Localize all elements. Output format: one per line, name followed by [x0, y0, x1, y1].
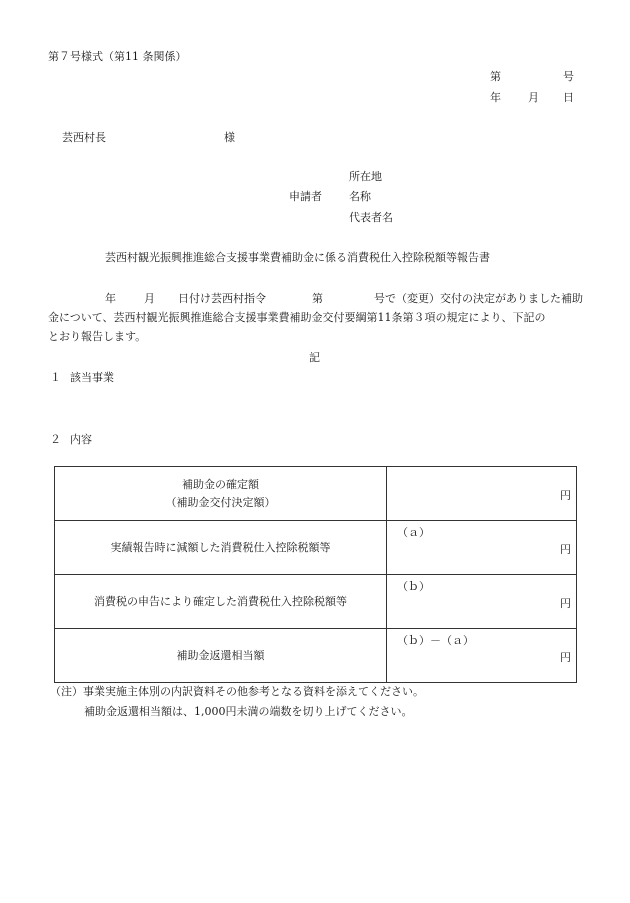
table-value-cell[interactable]: [387, 629, 577, 683]
section1-number: １: [50, 371, 61, 384]
body-year: 年: [105, 292, 116, 305]
body-dated: 日付け芸西村指令: [178, 292, 266, 305]
applicant-label: 申請者: [289, 190, 322, 203]
body-month: 月: [144, 292, 155, 305]
date-month: 月: [528, 91, 539, 104]
date-year: 年: [490, 91, 501, 104]
body-rest: 号で（変更）交付の決定がありました補助: [374, 292, 583, 305]
row-marker: （ｂ）－（ａ）: [397, 634, 474, 647]
yen-unit: 円: [560, 489, 571, 502]
applicant-name-label: 名称: [349, 190, 371, 203]
yen-unit: 円: [560, 597, 571, 610]
content-table: [54, 466, 577, 683]
row-marker: （ａ）: [397, 526, 430, 539]
table-label-cell: [55, 629, 387, 683]
body-no: 第: [312, 292, 323, 305]
yen-unit: 円: [560, 543, 571, 556]
addressee-name: 芸西村長: [62, 131, 106, 144]
body-line2: 金について、芸西村観光振興推進総合支援事業費補助金交付要綱第11条第３項の規定により、下記の: [48, 311, 546, 324]
row-label: 補助金返還相当額: [176, 648, 265, 662]
row-label: 実績報告時に減額した消費税仕入控除税額等: [110, 540, 331, 554]
table-row: [55, 521, 577, 575]
table-row: [55, 629, 577, 683]
note-line1: （注）事業実施主体別の内訳資料その他参考となる資料を添えてください。: [50, 685, 424, 698]
applicant-rep-label: 代表者名: [349, 211, 393, 224]
row-marker: （ｂ）: [397, 580, 430, 593]
table-row: [55, 467, 577, 521]
table-row: [55, 575, 577, 629]
row-label: 消費税の申告により確定した消費税仕入控除税額等: [94, 594, 347, 608]
applicant-address-label: 所在地: [349, 170, 382, 183]
row-label: 補助金の確定額: [182, 477, 259, 491]
section2-label: 内容: [70, 433, 92, 446]
yen-unit: 円: [560, 651, 571, 664]
table-value-cell[interactable]: [387, 521, 577, 575]
section2-number: ２: [50, 433, 61, 446]
table-label-cell: [55, 575, 387, 629]
table-label-cell: [55, 521, 387, 575]
document-title: 芸西村観光振興推進総合支援事業費補助金に係る消費税仕入控除税額等報告書: [105, 251, 490, 264]
body-line3: とおり報告します。: [48, 330, 147, 343]
table-label-cell: [55, 467, 387, 521]
doc-number-suffix: 号: [563, 70, 574, 83]
ki-mark: 記: [309, 351, 320, 364]
note-line2: 補助金返還相当額は、1,000円未満の端数を切り上げてください。: [84, 705, 413, 718]
row-label-sub: （補助金交付決定額）: [165, 495, 276, 509]
addressee-honorific: 様: [224, 131, 235, 144]
date-day: 日: [563, 91, 574, 104]
section1-label: 該当事業: [70, 371, 114, 384]
table-value-cell[interactable]: [387, 467, 577, 521]
doc-number-prefix: 第: [490, 70, 501, 83]
form-number: 第７号様式（第11 条関係）: [48, 50, 187, 63]
table-value-cell[interactable]: [387, 575, 577, 629]
